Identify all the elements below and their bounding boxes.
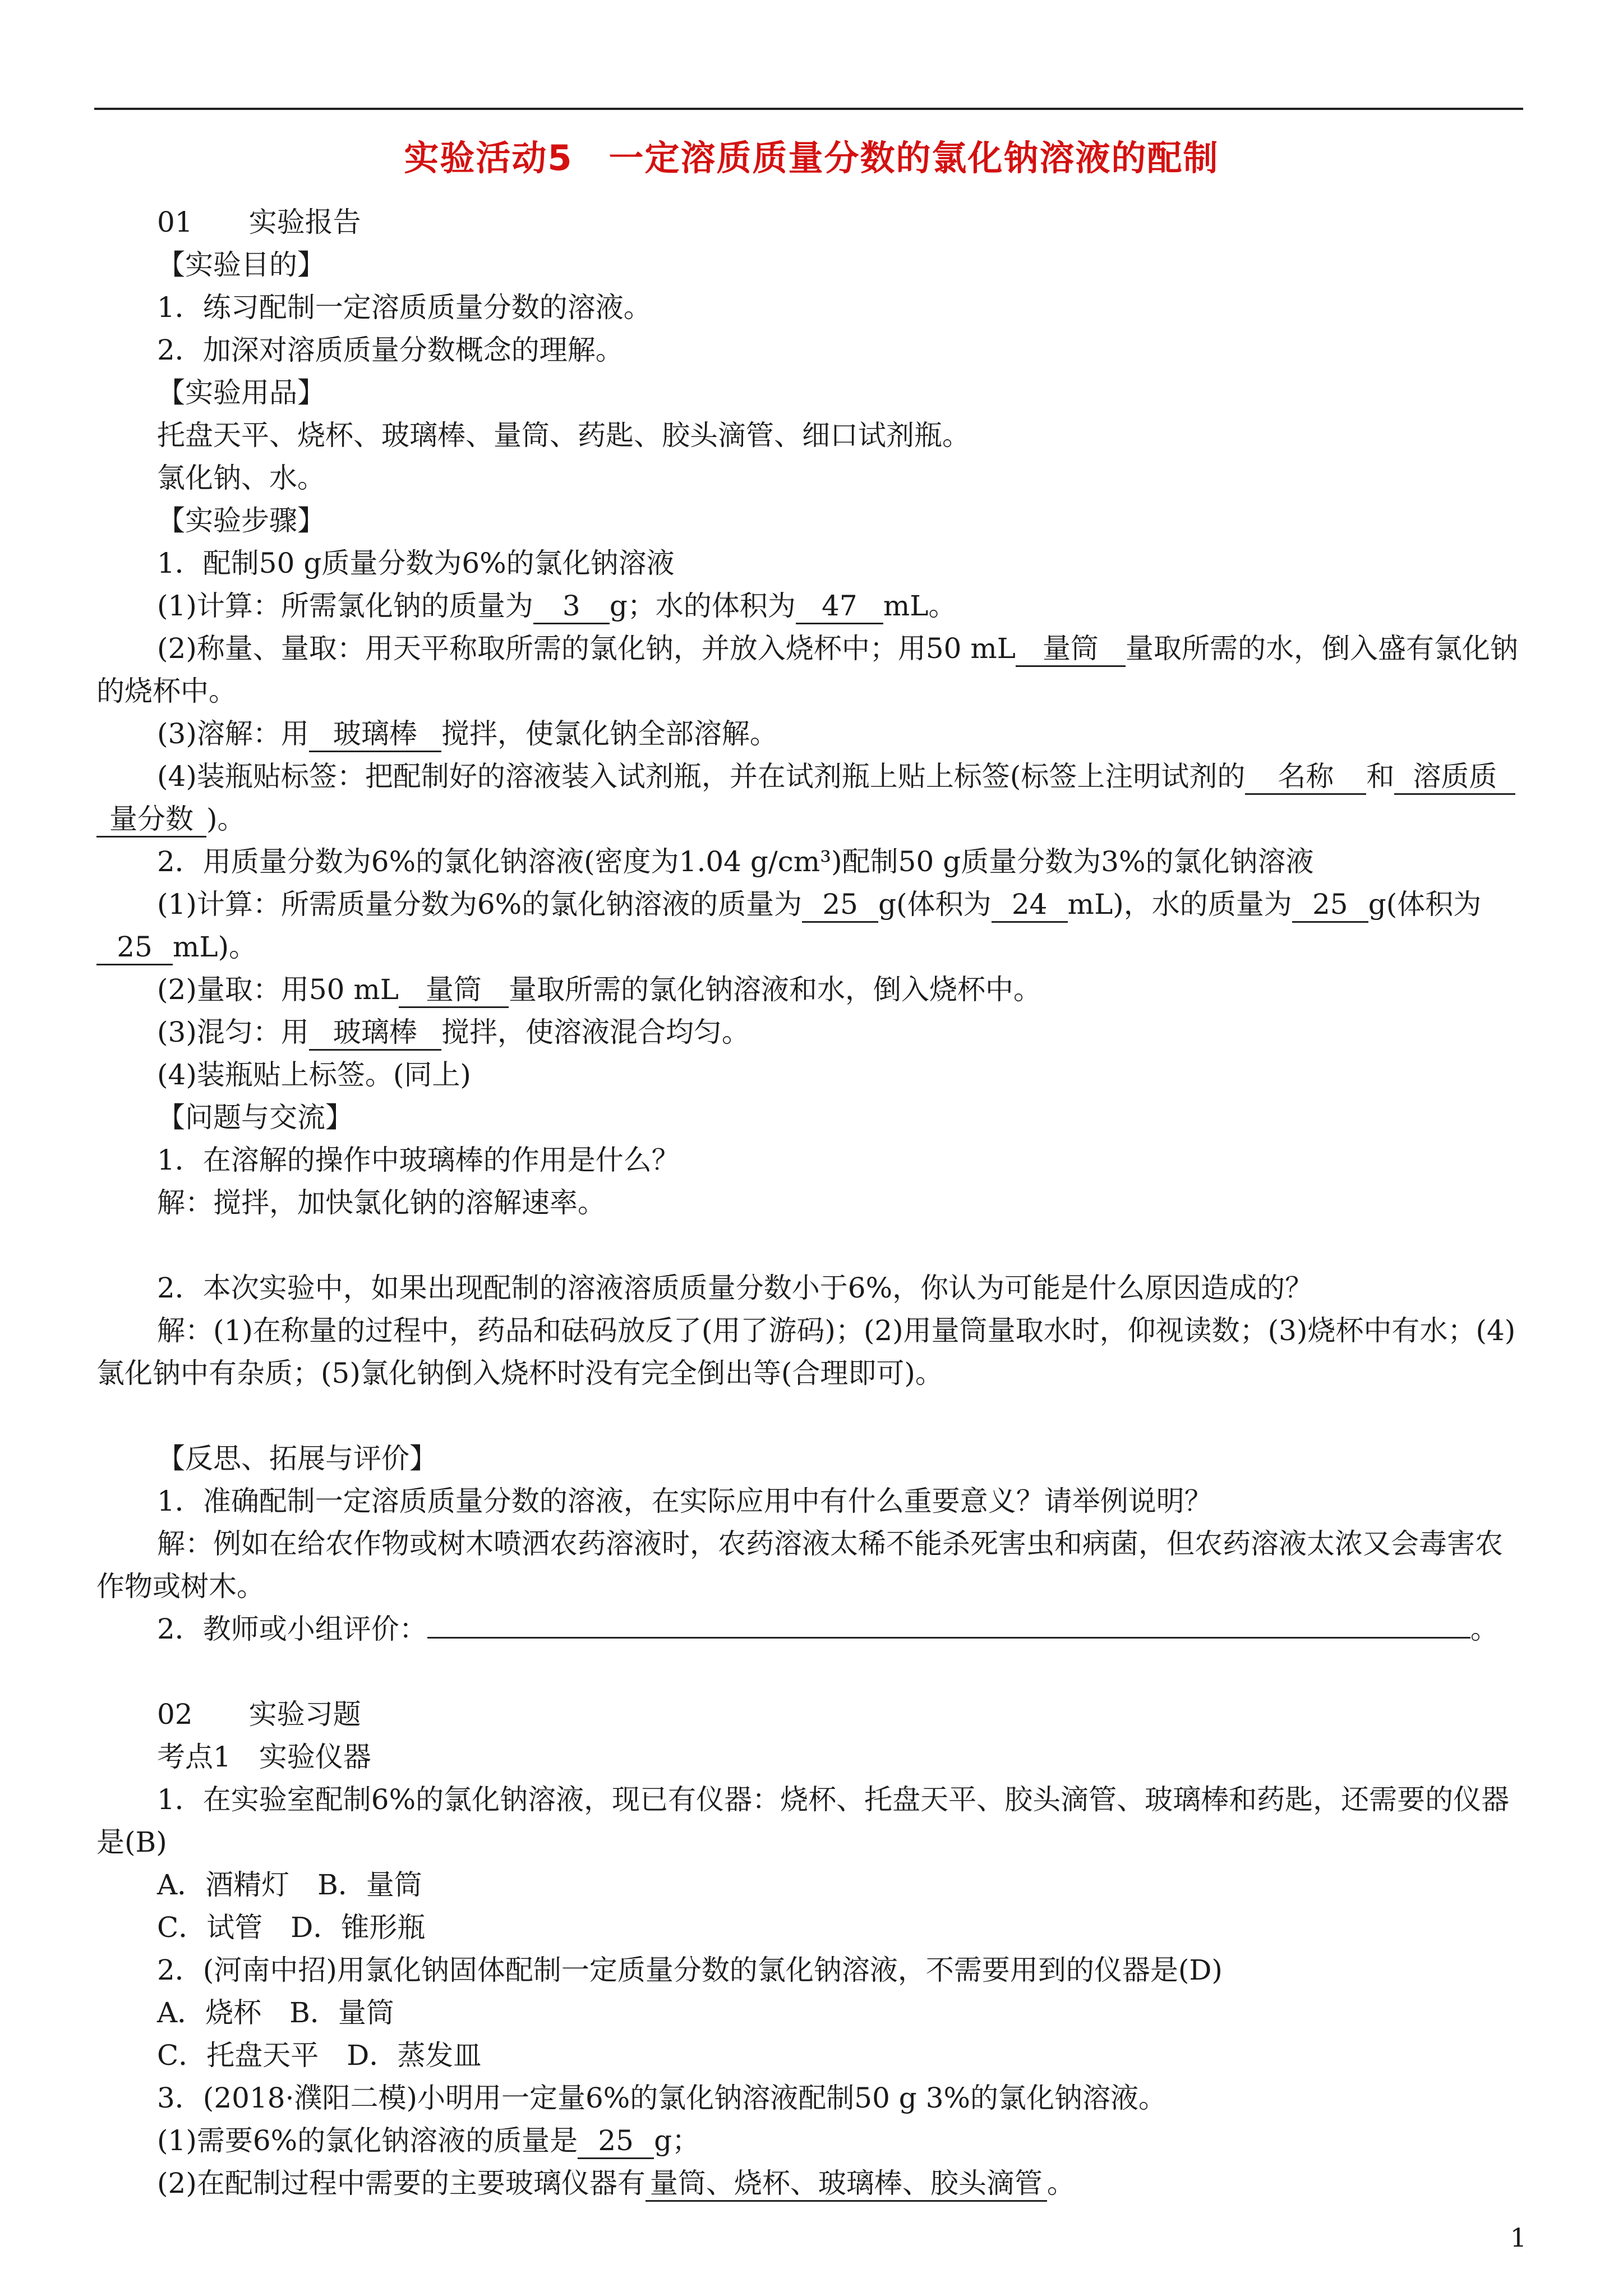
- answer-blank: 量筒、烧杯、玻璃棒、胶头滴管: [645, 2166, 1047, 2202]
- option-line: C．托盘天平 D．蒸发皿: [157, 2039, 482, 2072]
- text-line: 的烧杯中。: [96, 675, 237, 707]
- answer-blank: 3: [533, 589, 610, 624]
- answer-blank: 玻璃棒: [309, 717, 441, 752]
- text-line: 1．配制50 g质量分数为6%的氯化钠溶液: [157, 547, 675, 579]
- text-line: (2)称量、量取：用天平称取所需的氯化钠，并放入烧杯中；用50 mL 量筒 量取所需的水，倒入盛有氯化钠: [157, 627, 1537, 670]
- evaluation-blank[interactable]: [427, 1614, 1470, 1639]
- question-text: 2．(河南中招)用氯化钠固体配制一定质量分数的氯化钠溶液，不需要用到的仪器是(D): [157, 1954, 1223, 1986]
- top-rule: [94, 108, 1523, 110]
- question-text: 3．(2018·濮阳二模)小明用一定量6%的氯化钠溶液配制50 g 3%的氯化钠溶液。: [157, 2082, 1167, 2114]
- option-line: A．烧杯 B．量筒: [157, 1996, 394, 2029]
- text-line: (1)需要6%的氯化钠溶液的质量是 25 g；: [157, 2119, 1537, 2162]
- answer-blank: 量分数: [96, 802, 206, 838]
- answer-blank: 量筒: [1016, 632, 1126, 667]
- text-line: (3)混匀：用 玻璃棒 搅拌，使溶液混合均匀。: [157, 1011, 1537, 1053]
- section-heading: 01 实验报告: [157, 206, 361, 238]
- answer-blank: 量筒: [399, 973, 509, 1008]
- text-line: 2．用质量分数为6%的氯化钠溶液(密度为1.04 g/cm³)配制50 g质量分数为3%的氯化钠溶液: [157, 845, 1314, 878]
- text-line: 1．准确配制一定溶质质量分数的溶液，在实际应用中有什么重要意义？请举例说明？: [157, 1485, 1212, 1517]
- text-line: 托盘天平、烧杯、玻璃棒、量筒、药匙、胶头滴管、细口试剂瓶。: [157, 419, 970, 452]
- page-number: 1: [1510, 2223, 1527, 2253]
- text-line: (4)装瓶贴上标签。(同上): [157, 1059, 471, 1091]
- option-line: A．酒精灯 B．量筒: [157, 1869, 422, 1901]
- answer-blank: 24: [992, 887, 1068, 923]
- text-line: 氯化钠、水。: [157, 462, 325, 494]
- text-line: (4)装瓶贴标签：把配制好的溶液装入试剂瓶，并在试剂瓶上贴上标签(标签上注明试剂的 名称 和 溶质质: [157, 755, 1537, 798]
- answer-blank: 47: [796, 589, 883, 624]
- subheading: 【实验用品】: [157, 376, 325, 409]
- subheading: 【问题与交流】: [157, 1101, 353, 1134]
- question-text: 是(B): [96, 1826, 167, 1858]
- text-line: (2)在配制过程中需要的主要玻璃仪器有 量筒、烧杯、玻璃棒、胶头滴管 。: [157, 2162, 1537, 2205]
- text-line: 作物或树木。: [96, 1570, 265, 1603]
- section-heading: 02 实验习题: [157, 1698, 361, 1731]
- subheading: 【反思、拓展与评价】: [157, 1442, 437, 1475]
- answer-blank: 25: [802, 887, 878, 923]
- text-line: (1)计算：所需氯化钠的质量为 3 g；水的体积为 47 mL。: [157, 585, 1537, 627]
- text-line: 解：例如在给农作物或树木喷洒农药溶液时，农药溶液太稀不能杀死害虫和病菌，但农药溶液太浓又会毒害农: [157, 1527, 1503, 1560]
- text-line: 氯化钠中有杂质；(5)氯化钠倒入烧杯时没有完全倒出等(合理即可)。: [96, 1357, 943, 1389]
- subheading: 【实验步骤】: [157, 504, 325, 537]
- text-line: 量分数 )。: [96, 798, 1476, 840]
- page-title: 实验活动5 一定溶质质量分数的氯化钠溶液的配制: [404, 137, 1219, 178]
- answer-blank: 溶质质: [1394, 760, 1515, 795]
- text-line: (1)计算：所需质量分数为6%的氯化钠溶液的质量为 25 g(体积为 24 mL)，水的质量为 25 g(体积为: [157, 883, 1537, 926]
- text-line: 解：(1)在称量的过程中，药品和砝码放反了(用了游码)；(2)用量筒量取水时，仰视读数；(3)烧杯中有水；(4): [157, 1314, 1516, 1347]
- text-line: 25 mL)。: [96, 926, 1476, 968]
- answer-blank: 25: [578, 2124, 654, 2159]
- text-line: (3)溶解：用 玻璃棒 搅拌，使氯化钠全部溶解。: [157, 712, 1537, 755]
- text-line: 2．本次实验中，如果出现配制的溶液溶质质量分数小于6%，你认为可能是什么原因造成的？: [157, 1272, 1313, 1304]
- subheading: 考点1 实验仪器: [157, 1741, 371, 1773]
- text-line: (2)量取：用50 mL 量筒 量取所需的氯化钠溶液和水，倒入烧杯中。: [157, 968, 1537, 1011]
- text-line: 1．在溶解的操作中玻璃棒的作用是什么？: [157, 1144, 680, 1176]
- text-line: 2．加深对溶质质量分数概念的理解。: [157, 334, 624, 366]
- answer-blank: 25: [1292, 887, 1368, 923]
- answer-blank: 25: [96, 930, 173, 965]
- option-line: C．试管 D．锥形瓶: [157, 1911, 426, 1944]
- text-line: 解：搅拌，加快氯化钠的溶解速率。: [157, 1186, 606, 1219]
- question-text: 1．在实验室配制6%的氯化钠溶液，现已有仪器：烧杯、托盘天平、胶头滴管、玻璃棒和药匙，还需要的仪器: [157, 1783, 1510, 1816]
- text-line: 2．教师或小组评价： 。: [157, 1613, 1498, 1645]
- answer-blank: 名称: [1245, 760, 1366, 795]
- answer-blank: 玻璃棒: [309, 1015, 441, 1051]
- subheading: 【实验目的】: [157, 249, 325, 281]
- text-line: 1．练习配制一定溶质质量分数的溶液。: [157, 291, 652, 324]
